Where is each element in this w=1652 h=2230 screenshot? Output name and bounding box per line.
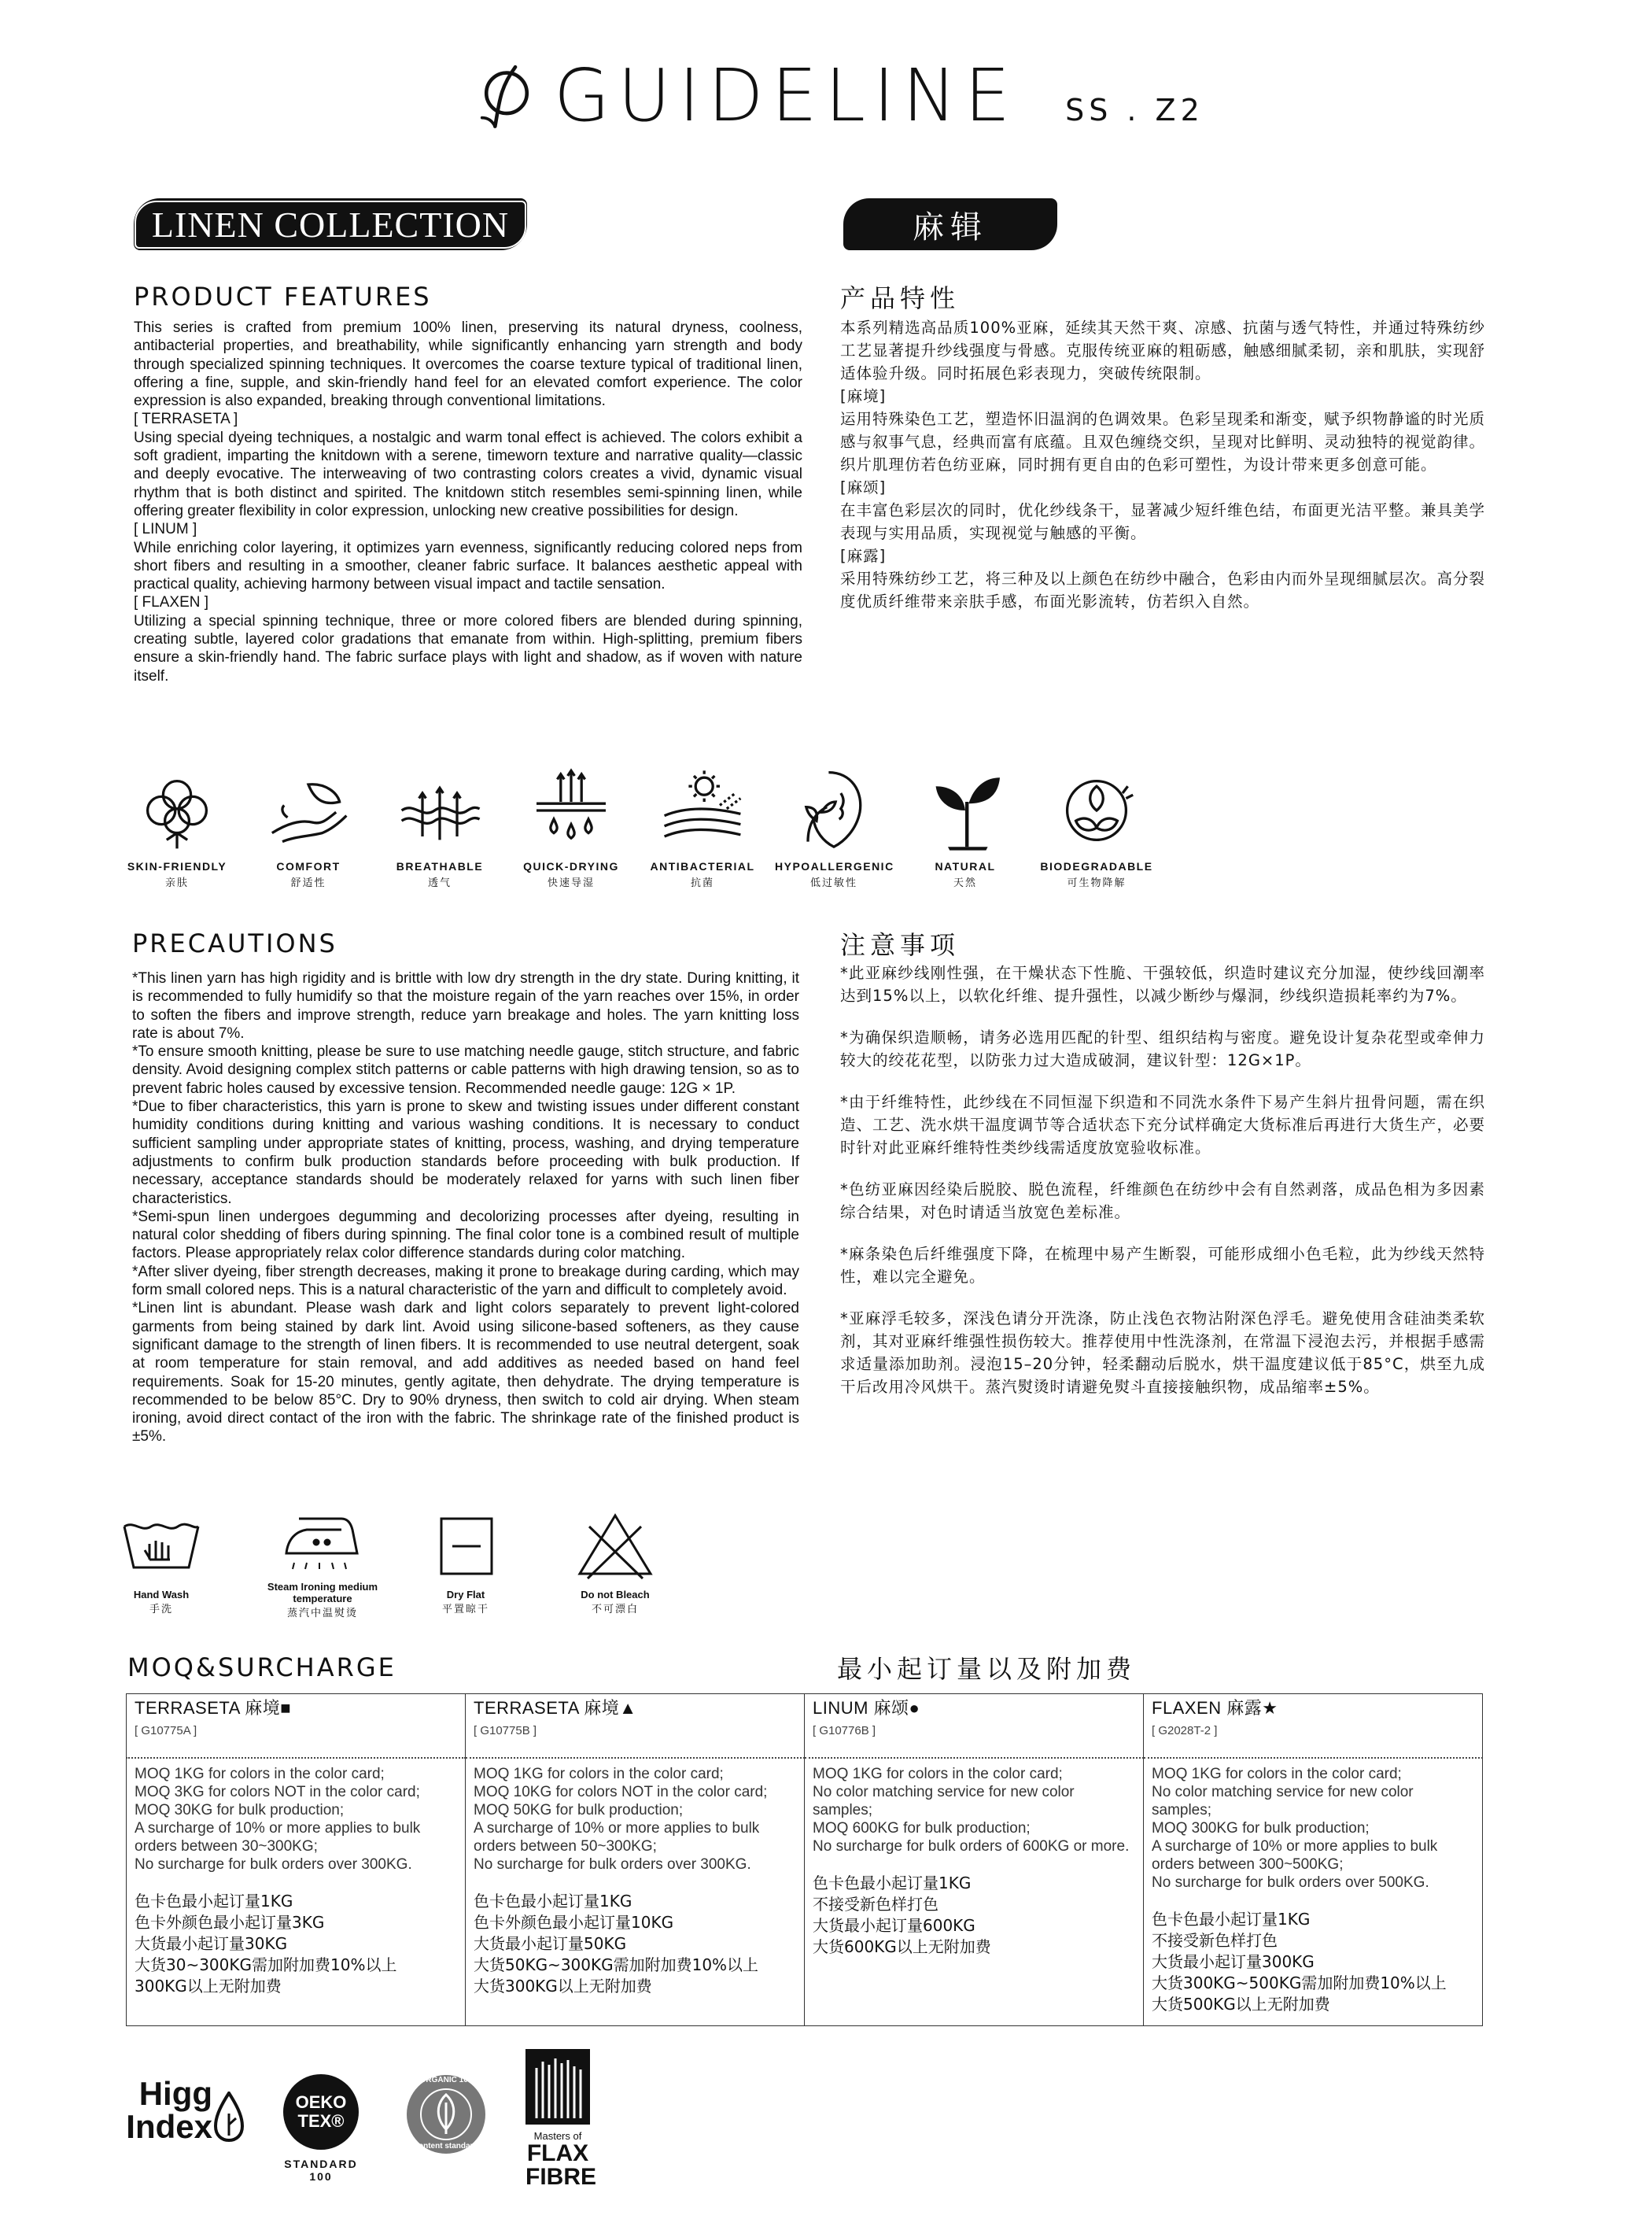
feature-quick-drying: QUICK-DRYING 快速导湿 (512, 767, 630, 889)
feature-icons-row (118, 767, 1153, 901)
sprout-icon (922, 767, 1009, 854)
features-en-linum: While enriching color layering, it optimizes yarn evenness, significantly reducing colored neps from short fibers and resulting in a smoother, cleaner fabric surface. It balances aesthetic appeal with practical quality, achieving harmony between visual impact and tactile sensation. (134, 539, 802, 593)
airflow-fabric-icon (396, 767, 483, 854)
brand-header (470, 54, 1204, 138)
features-zh-terraseta: 运用特殊染色工艺，塑造怀旧温润的色调效果。色彩呈现柔和渐变，赋予织物静谧的时光质感与叙事气息，经典而富有底蕴。且双色缠绕交织，呈现对比鲜明、灵动独特的视觉韵律。织片肌理仿若色纺亚麻，同时拥有更自由的色彩可塑性，为设计带来更多创意可能。 (840, 410, 1486, 474)
moq-table-header-row (127, 1694, 1483, 1759)
moq-col-header-flaxen: FLAXEN 麻露★ [ G2028T-2 ] (1144, 1694, 1483, 1759)
feature-natural: NATURAL 天然 (906, 767, 1024, 889)
features-en-flaxen: Utilizing a special spinning technique, three or more colored fibers are blended during spinning, creating subtle, layered color gradations that emanate from within. High-splitting, premium fibers ensure a skin-friendly hand. The fabric surface plays with light and shadow, as if woven with nature itself. (134, 612, 802, 685)
features-zh-label-linum: [麻颂] (840, 478, 887, 497)
moq-cell-flaxen: MOQ 1KG for colors in the color card; No color matching service for new color samples; MOQ 300KG for bulk production; A surcharge of 10% or more applies to bulk orders between 300~500KG; No surcharge for bulk orders over 500KG. 色卡色最小起订量1KG 不接受新色样打色 大货最小起订量300KG 大货300KG~500KG需加附加费10%以上 大货500KG以上无附加费 (1144, 1758, 1483, 2025)
features-en-label-flaxen: [ FLAXEN ] (134, 594, 209, 611)
cotton-boll-icon (134, 767, 220, 854)
precaution-en-5: *After sliver dyeing, fiber strength decreases, making it prone to breakage during carding, which may form small colored neps. This is a natural characteristic of the yarn and difficult to completely avoid. (132, 1263, 799, 1299)
moq-heading-zh: 最小起订量以及附加费 (837, 1654, 1137, 1684)
features-zh-intro: 本系列精选高品质100%亚麻，延续其天然干爽、凉感、抗菌与透气特性，并通过特殊纺纱工艺显著提升纱线强度与骨感。克服传统亚麻的粗砺感，触感细腻柔韧，亲和肌肤，实现舒适体验升级。同时拓展色彩表现力，突破传统限制。 (840, 319, 1486, 382)
moq-table-body-row (127, 1758, 1483, 2025)
feather-hand-icon (265, 767, 352, 854)
feature-skin-friendly: SKIN-FRIENDLY 亲肤 (118, 767, 236, 889)
features-text-zh (840, 316, 1485, 613)
precaution-zh-1: *此亚麻纱线刚性强，在干燥状态下性脆、干强较低，织造时建议充分加湿，使纱线回潮率达到15%以上，以软化纤维、提升强性，以减少断纱与爆洞，纱线织造损耗率约为7%。 (840, 964, 1485, 1005)
features-zh-label-terraseta: [麻境] (840, 387, 887, 405)
moq-cell-terraseta-b: MOQ 1KG for colors in the color card; MOQ 10KG for colors NOT in the color card; MOQ 50KG for bulk production; A surcharge of 10% or more applies to bulk orders between 50~300KG; No surcharge for bulk orders over 300KG. 色卡色最小起订量1KG 色卡外颜色最小起订量10KG 大货最小起订量50KG 大货50KG~300KG需加附加费10%以上 大货300KG以上无附加费 (466, 1758, 805, 2025)
water-drops-icon (528, 767, 614, 854)
precaution-en-1: *This linen yarn has high rigidity and is brittle with low dry strength in the dry state. During knitting, it is recommended to fully humidify so that the moisture regain of the yarn reaches over 15%, in order to soften the fibers and improve strength, reduce yarn breakage and holes. The yarn knitting loss rate is about 7%. (132, 970, 799, 1042)
sun-layers-icon (659, 767, 746, 854)
precautions-text-en (132, 969, 799, 1446)
features-zh-flaxen: 采用特殊纺纱工艺，将三种及以上颜色在纺纱中融合，色彩由内而外呈现细腻层次。高分裂度优质纤维带来亲肤手感，布面光影流转，仿若织入自然。 (840, 570, 1486, 611)
face-leaf-icon (791, 767, 877, 854)
steam-iron-icon (275, 1503, 370, 1574)
precaution-zh-2: *为确保织造顺畅，请务必选用匹配的针型、组织结构与密度。避免设计复杂花型或牵伸力较大的绞花花型，以防张力过大造成破洞，建议针型：12G×1P。 (840, 1028, 1485, 1069)
precautions-heading-en: PRECAUTIONS (132, 929, 337, 958)
organic-content-standard-logo: ORGANIC 100 content standard (403, 2071, 489, 2158)
flax-stripes-icon (525, 2049, 590, 2125)
features-en-label-linum: [ LINUM ] (134, 521, 197, 538)
features-en-intro: This series is crafted from premium 100% linen, preserving its natural dryness, coolness, antibacterial properties, and breathability, while significantly enhancing yarn strength and body through specialized spinning techniques. It overcomes the coarse texture typical of traditional linen, offering a fine, supple, and skin-friendly hand feel for an elevated comfort experience. The color expression is also expanded, breaking through conventional limitations. (134, 319, 802, 410)
collection-title-en: LINEN COLLECTION (134, 198, 527, 250)
feature-biodegradable: BIODEGRADABLE 可生物降解 (1038, 767, 1156, 889)
brand-logo-icon (470, 60, 543, 132)
moq-col-header-terraseta-b: TERRASETA 麻境▲ [ G10775B ] (466, 1694, 805, 1759)
features-heading-en: PRODUCT FEATURES (134, 282, 432, 312)
precaution-zh-5: *麻条染色后纤维强度下降，在梳理中易产生断裂，可能形成细小色毛粒，此为纱线天然特性，难以完全避免。 (840, 1245, 1485, 1286)
care-no-bleach: Do not Bleach 不可漂白 (544, 1511, 686, 1615)
moq-cell-terraseta-a: MOQ 1KG for colors in the color card; MOQ 3KG for colors NOT in the color card; MOQ 30KG for bulk production; A surcharge of 10% or more applies to bulk orders between 30~300KG; No surcharge for bulk orders over 300KG. 色卡色最小起订量1KG 色卡外颜色最小起订量3KG 大货最小起订量30KG 大货30~300KG需加附加费10%以上 300KG以上无附加费 (127, 1758, 466, 2025)
higg-index-logo: Higg Index (126, 2077, 244, 2156)
feature-comfort: COMFORT 舒适性 (249, 767, 367, 889)
moq-heading-en: MOQ&SURCHARGE (127, 1652, 396, 1682)
moq-cell-linum: MOQ 1KG for colors in the color card; No color matching service for new color samples; MOQ 600KG for bulk production; No surcharge for bulk orders of 600KG or more. 色卡色最小起订量1KG 不接受新色样打色 大货最小起订量600KG 大货600KG以上无附加费 (805, 1758, 1144, 2025)
precaution-en-6: *Linen lint is abundant. Please wash dark and light colors separately to prevent light-colored garments from being stained by dark lint. Avoid using silicone-based softeners, as they cause significant damage to the strength of linen fibers. It is recommended to use neutral detergent, soak at room temperature for stain removal, and add additives as needed based on hand feel requirements. Soak for 15-20 minutes, gently agitate, then dehydrate. The drying temperature is recommended to be below 85°C. Dry to 90% dryness, then switch to cold air drying. When steam ironing, avoid direct contact of the iron with the fabric. The shrinkage rate of the finished product is ±5%. (132, 1300, 799, 1445)
feature-antibacterial: ANTIBACTERIAL 抗菌 (643, 767, 761, 889)
care-dry-flat: Dry Flat 平置晾干 (395, 1511, 537, 1615)
precautions-heading-zh: 注意事项 (840, 930, 961, 960)
care-steam-ironing: Steam Ironing medium temperature 蒸汽中温熨烫 (252, 1503, 393, 1619)
features-heading-zh: 产品特性 (840, 283, 961, 313)
collection-title-zh: 麻辑 (843, 198, 1057, 250)
oeko-tex-logo: OEKO TEX® STANDARD 100 (282, 2074, 360, 2183)
precaution-zh-4: *色纺亚麻因经染后脱胶、脱色流程，纤维颜色在纺纱中会有自然剥落，成品色相为多因素综合结果，对色时请适当放宽色差标准。 (840, 1180, 1485, 1221)
features-zh-label-flaxen: [麻露] (840, 547, 887, 565)
moq-col-header-terraseta-a: TERRASETA 麻境■ [ G10775A ] (127, 1694, 466, 1759)
precaution-zh-3: *由于纤维特性，此纱线在不同恒湿下织造和不同洗水条件下易产生斜片扭骨问题，需在织造、工艺、洗水烘干温度调节等合适状态下充分试样确定大货标准后再进行大货生产，必要时针对此亚麻纤维特性类纱线需适度放宽验收标准。 (840, 1093, 1486, 1157)
precaution-en-4: *Semi-spun linen undergoes degumming and decolorizing processes after dyeing, resulting in natural color shedding of fibers during spinning. The final color tone is a combined result of multiple factors. Please appropriately relax color difference standards during color matching. (132, 1208, 799, 1262)
features-en-label-terraseta: [ TERRASETA ] (134, 411, 238, 428)
masters-of-flax-fibre-logo: Masters of FLAX FIBRE (525, 2049, 590, 2189)
precaution-en-3: *Due to fiber characteristics, this yarn is prone to skew and twisting issues under different constant humidity conditions during knitting and various washing conditions. It is necessary to conduct sufficient sampling under appropriate states of knitting, process, washing, and drying temperature adjustments to confirm bulk production standards before proceeding with bulk production. If necessary, acceptance standards should be moderately relaxed for yarns with such linen fiber characteristics. (132, 1098, 799, 1207)
precaution-en-2: *To ensure smooth knitting, please be sure to use matching needle gauge, stitch structure, and fabric density. Avoid designing complex stitch patterns or cable patterns with high drawing tension, so as to prevent fabric holes caused by excessive tension. Recommended needle gauge: 12G × 1P. (132, 1043, 799, 1097)
season-code: SS . Z2 (1065, 93, 1204, 127)
features-text-en (134, 319, 802, 685)
moq-col-header-linum: LINUM 麻颂● [ G10776B ] (805, 1694, 1144, 1759)
moq-table (126, 1693, 1483, 2026)
recycle-leaves-icon (1053, 767, 1140, 854)
features-zh-linum: 在丰富色彩层次的同时，优化纱线条干，显著减少短纤维色结，布面更光洁平整。兼具美学表现与实用品质，实现视觉与触感的平衡。 (840, 501, 1486, 542)
features-en-terraseta: Using special dyeing techniques, a nostalgic and warm tonal effect is achieved. The colors exhibit a soft gradient, imparting the knitdown with a serene, timeworn texture and narrative quality—classic and deeply evocative. The interweaving of two contrasting colors creates a vivid, dynamic visual rhythm that is both distinct and spirited. The knitdown stitch resembles semi-spinning linen, while offering greater flexibility in color expression, unlocking new creative possibilities for design. (134, 429, 802, 519)
dry-flat-icon (430, 1511, 501, 1582)
no-bleach-icon (572, 1511, 658, 1582)
leaf-drop-icon (214, 2092, 244, 2142)
precautions-text-zh (840, 962, 1485, 1417)
feature-hypoallergenic: HYPOALLERGENIC 低过敏性 (775, 767, 893, 889)
precaution-zh-6: *亚麻浮毛较多，深浅色请分开洗涤，防止浅色衣物沾附深色浮毛。避免使用含硅油类柔软剂，其对亚麻纤维强性损伤较大。推荐使用中性洗涤剂，在常温下浸泡去污，并根据手感需求适量添加助剂。浸泡15–20分钟，轻柔翻动后脱水，烘干温度建议低于85°C，烘至九成干后改用冷风烘干。蒸汽熨烫时请避免熨斗直接接触织物，成品缩率±5%。 (840, 1309, 1486, 1396)
brand-name: GUIDELINE (554, 54, 1019, 138)
care-hand-wash: Hand Wash 手洗 (90, 1511, 232, 1615)
hand-wash-icon (118, 1511, 205, 1582)
feature-breathable: BREATHABLE 透气 (381, 767, 499, 889)
